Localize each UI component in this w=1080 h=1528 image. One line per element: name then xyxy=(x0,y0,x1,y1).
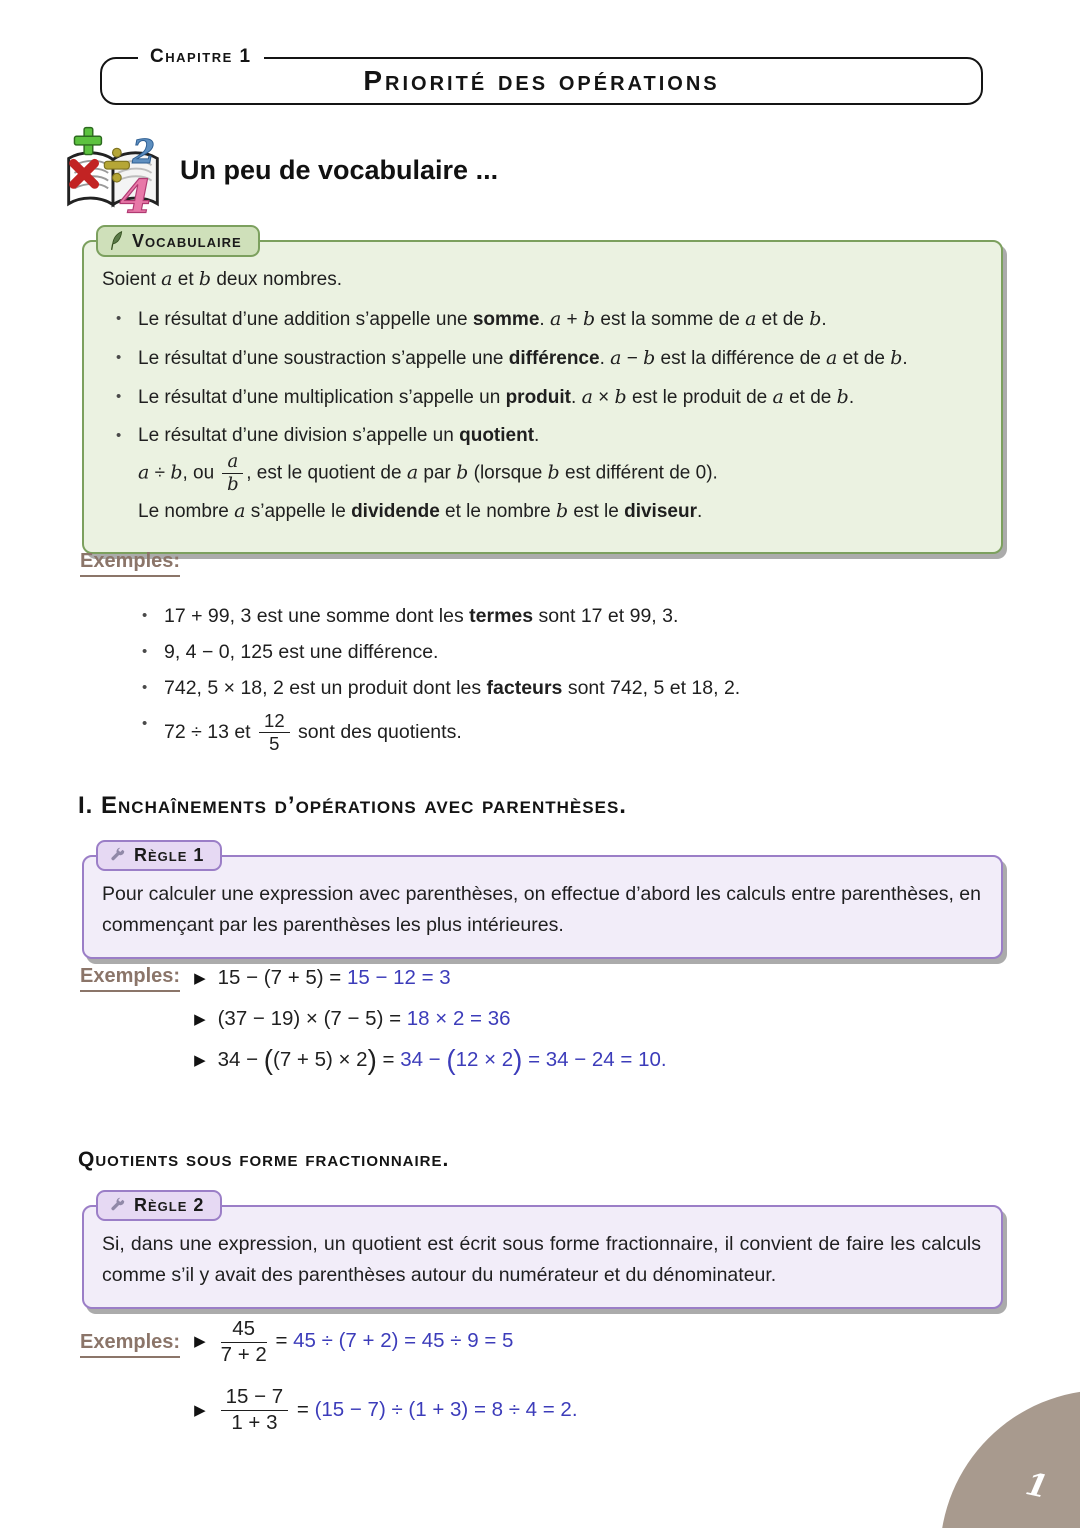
quill-icon xyxy=(109,230,124,252)
rule-2-examples-block xyxy=(80,1318,578,1434)
vocabulary-tab-label: Vocabulaire xyxy=(132,230,242,251)
rule-2-box xyxy=(82,1195,1003,1309)
page-number: 1 xyxy=(1022,1466,1052,1506)
quotient-line-2: a ÷ b, ou $\frac{a}{b}$ , est le quotient de a par b (lorsque b est différent de 0). xyxy=(138,451,718,495)
example-item: • 72 ÷ 13 et $\frac{12}{5}$ sont des quotients. xyxy=(142,711,980,755)
examples-label: Exemples: xyxy=(80,965,180,992)
triangle-bullet-icon xyxy=(194,1048,206,1074)
bullet-icon xyxy=(116,383,138,411)
vocabulary-box xyxy=(82,230,1003,554)
vocab-item-difference: • Le résultat d’une soustraction s’appelle une différence. a − b est la différence de a et de b. xyxy=(116,344,981,373)
chapter-title-box xyxy=(100,46,983,105)
bullet-icon xyxy=(116,344,138,372)
math-example-line: ▶34 − ((7 + 5) × 2) = 34 − (12 × 2) = 34 − 24 = 10. xyxy=(194,1047,667,1074)
vocab-intro-text: Soient a et b deux nombres. xyxy=(102,268,343,290)
rule-1-tab xyxy=(96,840,222,871)
chapter-label: Chapitre 1 xyxy=(138,46,264,68)
vocab-examples-list xyxy=(142,603,980,755)
fractional-quotients-heading: Quotients sous forme fractionnaire. xyxy=(78,1148,450,1171)
bullet-icon xyxy=(142,639,164,665)
svg-text:4: 4 xyxy=(119,169,152,214)
rule-1-examples-block xyxy=(80,965,667,1074)
vocab-item-somme: • Le résultat d’une addition s’appelle une somme. a + b est la somme de a et de b. xyxy=(116,305,981,334)
vocab-examples-block xyxy=(80,550,980,765)
bullet-icon xyxy=(142,675,164,701)
examples-label: Exemples: xyxy=(80,550,180,577)
rule-2-example-lines xyxy=(194,1318,577,1434)
triangle-bullet-icon xyxy=(194,1396,206,1426)
section-1-heading: I. Enchaînements d’opérations avec parenthèses. xyxy=(78,792,627,819)
math-example-line: ▶ $\frac{45}{7 + 2}$ = 45 ÷ (7 + 2) = 45 ÷ 9 = 5 xyxy=(194,1318,577,1366)
page-title: Priorité des opérations xyxy=(363,65,720,96)
rule-1-box xyxy=(82,845,1003,959)
math-example-line: ▶ $\frac{15 - 7}{1 + 3}$ = (15 − 7) ÷ (1 + 3) = 8 ÷ 4 = 2. xyxy=(194,1386,577,1434)
bullet-icon xyxy=(142,603,164,629)
vocab-list xyxy=(116,305,981,528)
vocabulary-tab xyxy=(96,225,260,257)
rule-2-tab xyxy=(96,1190,222,1221)
page-number-badge xyxy=(940,1390,1080,1528)
svg-text:2: 2 xyxy=(132,132,156,172)
example-item: • 742, 5 × 18, 2 est un produit dont les facteurs sont 742, 5 et 18, 2. xyxy=(142,675,980,701)
rule-1-tab-label: Règle 1 xyxy=(134,845,205,865)
triangle-bullet-icon xyxy=(194,966,206,992)
bullet-icon xyxy=(142,711,164,737)
bullet-icon xyxy=(116,422,138,450)
example-item: • 9, 4 − 0, 125 est une différence. xyxy=(142,639,980,665)
rule-2-text: Si, dans une expression, un quotient est écrit sous forme fractionnaire, il convient de faire les calculs comme s’il y avait des parenthèses autour du numérateur et du dénominateur. xyxy=(102,1233,981,1286)
wrench-icon xyxy=(109,847,126,864)
rule-1-example-lines xyxy=(194,965,667,1074)
triangle-bullet-icon xyxy=(194,1327,206,1357)
examples-label: Exemples: xyxy=(80,1331,180,1358)
rule-2-tab-label: Règle 2 xyxy=(134,1195,205,1215)
wrench-icon xyxy=(109,1197,126,1214)
vocab-section-heading: Un peu de vocabulaire ... xyxy=(180,154,499,185)
triangle-bullet-icon xyxy=(194,1007,206,1033)
vocab-item-quotient xyxy=(116,422,981,528)
rule-1-text: Pour calculer une expression avec parenthèses, on effectue d’abord les calculs entre parenthèses, en commençant par les parenthèses les plus intérieures. xyxy=(102,883,981,936)
math-example-line: ▶(37 − 19) × (7 − 5) = 18 × 2 = 36 xyxy=(194,1006,667,1033)
bullet-icon xyxy=(116,305,138,333)
vocab-item-produit: • Le résultat d’une multiplication s’appelle un produit. a × b est le produit de a et de b. xyxy=(116,383,981,412)
quotient-line-1: Le résultat d’une division s’appelle un quotient. xyxy=(138,425,540,446)
example-item: • 17 + 99, 3 est une somme dont les termes sont 17 et 99, 3. xyxy=(142,603,980,629)
math-book-icon xyxy=(60,126,166,214)
math-example-line: ▶ 15 − (7 + 5) = 15 − 12 = 3 xyxy=(194,965,667,992)
intro-row xyxy=(60,126,498,214)
quotient-line-3: Le nombre a s’appelle le dividende et le nombre b est le diviseur. xyxy=(138,499,703,522)
